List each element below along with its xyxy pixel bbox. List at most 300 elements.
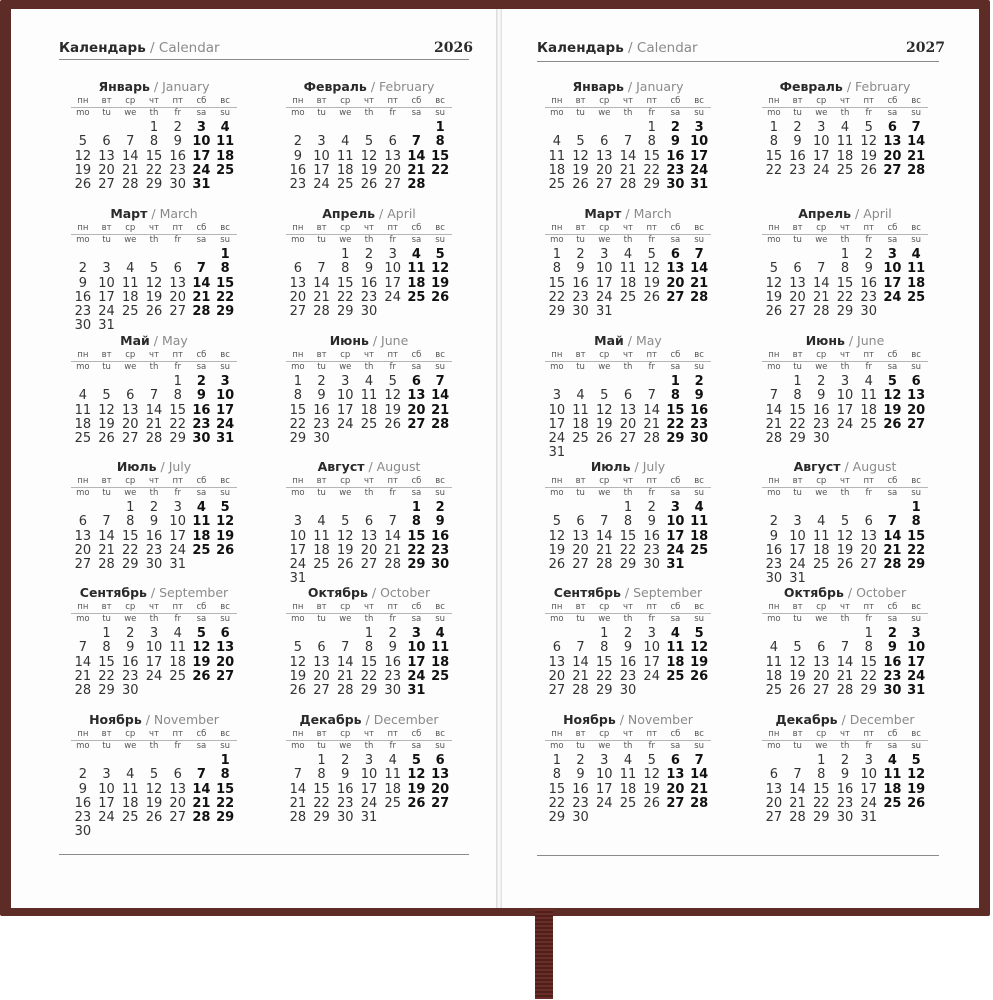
weekday-label: вт (792, 602, 803, 612)
day-cell: 15 (666, 402, 685, 418)
weekday-label: вт (101, 96, 112, 106)
day-cell: 3 (552, 388, 561, 404)
day-cell: 20 (313, 668, 330, 684)
day-cell: 26 (765, 304, 783, 320)
day-cell: 27 (169, 304, 186, 320)
day-cell: 2 (126, 626, 135, 641)
day-cell: 21 (407, 162, 426, 178)
weekday-label: th (840, 488, 850, 498)
day-cell: 24 (360, 795, 378, 811)
day-cell: 30 (572, 304, 589, 320)
day-cell: 7 (149, 388, 159, 404)
weekday-label: сб (196, 350, 207, 360)
day-cell: 1 (552, 247, 561, 262)
month-title: Январь / January (572, 79, 684, 94)
days-grid (286, 627, 452, 698)
day-cell: 31 (666, 557, 685, 573)
weekday-label: вт (575, 476, 586, 486)
day-cell: 2 (173, 120, 182, 135)
day-cell: 15 (619, 528, 637, 544)
day-cell: 29 (907, 557, 926, 573)
weekday-header-ru (286, 477, 452, 486)
empty-day-cell (71, 121, 95, 135)
day-cell: 22 (836, 289, 854, 305)
day-cell: 7 (126, 134, 135, 150)
weekday-label: пт (172, 476, 183, 486)
weekday-label: пн (77, 476, 89, 486)
day-cell: 28 (145, 431, 163, 447)
weekday-label: fr (865, 741, 872, 751)
day-cell: 29 (836, 304, 854, 320)
day-cell: 6 (173, 767, 182, 783)
day-cell: 1 (317, 753, 326, 768)
day-cell: 4 (196, 500, 206, 515)
weekday-label: fr (865, 488, 872, 498)
weekday-label: сб (670, 476, 681, 486)
day-cell: 10 (289, 528, 307, 544)
day-cell: 17 (145, 654, 163, 670)
weekday-label: mo (767, 488, 781, 498)
day-cell: 13 (596, 148, 613, 164)
day-cell: 20 (360, 542, 378, 558)
day-cell: 24 (860, 795, 877, 811)
day-cell: 24 (337, 416, 354, 432)
day-cell: 13 (289, 275, 307, 291)
weekday-label: ср (340, 223, 351, 233)
day-cell: 20 (883, 148, 902, 164)
day-cell: 15 (216, 275, 235, 291)
weekday-label: tu (793, 614, 802, 624)
empty-day-cell (286, 627, 310, 641)
weekday-label: we (815, 235, 828, 245)
day-cell: 2 (341, 753, 350, 768)
day-cell: 24 (313, 177, 330, 193)
day-cell: 18 (74, 416, 92, 432)
empty-day-cell (310, 121, 334, 135)
weekday-header-en (545, 489, 711, 498)
weekday-label: mo (767, 362, 781, 372)
day-cell: 15 (407, 528, 426, 544)
day-cell: 14 (813, 275, 830, 291)
day-cell: 8 (623, 514, 633, 530)
day-cell: 23 (765, 557, 783, 573)
weekday-label: su (220, 362, 231, 372)
day-cell: 13 (666, 767, 685, 783)
day-cell: 17 (666, 528, 685, 544)
weekday-label: вс (694, 602, 704, 612)
day-cell: 22 (596, 668, 613, 684)
day-cell: 27 (360, 557, 378, 573)
weekday-label: пт (646, 223, 657, 233)
day-cell: 11 (431, 640, 450, 656)
weekday-label: чт (149, 476, 159, 486)
weekday-label: fr (648, 488, 655, 498)
day-cell: 18 (836, 148, 854, 164)
month-may (545, 333, 711, 461)
weekday-label: tu (317, 235, 326, 245)
weekday-label: tu (317, 488, 326, 498)
weekday-label: su (694, 362, 705, 372)
weekday-label: вс (220, 602, 230, 612)
weekday-label: su (435, 488, 446, 498)
day-cell: 15 (145, 148, 163, 164)
weekday-label: пн (551, 602, 563, 612)
day-cell: 15 (360, 654, 378, 670)
weekday-header-ru (545, 351, 711, 360)
month-january (71, 79, 237, 192)
page-header-title: Календарь / Calendar (59, 40, 220, 56)
day-cell: 14 (122, 148, 139, 164)
month-title: Июль / July (116, 459, 192, 474)
weekday-label: fr (865, 614, 872, 624)
day-cell: 31 (169, 557, 186, 573)
day-cell: 8 (293, 388, 302, 404)
day-cell: 26 (643, 795, 660, 811)
day-cell: 13 (789, 275, 806, 291)
empty-day-cell (190, 248, 214, 262)
weekday-label: чт (623, 96, 633, 106)
weekday-label: th (149, 488, 159, 498)
weekday-label: пт (646, 96, 657, 106)
day-cell: 19 (192, 654, 211, 670)
day-cell: 30 (860, 304, 877, 320)
weekday-label: we (124, 108, 137, 118)
day-cell: 21 (192, 289, 211, 305)
month-november (545, 712, 711, 825)
empty-day-cell (71, 248, 95, 262)
weekday-label: вс (435, 223, 445, 233)
day-cell: 26 (907, 795, 926, 811)
weekday-header-ru (762, 351, 928, 360)
empty-day-cell (310, 248, 334, 262)
weekday-label: чт (840, 350, 850, 360)
day-cell: 4 (173, 626, 182, 641)
day-cell: 3 (149, 626, 159, 641)
day-cell: 30 (813, 431, 830, 447)
weekday-header-en (286, 363, 452, 372)
day-cell: 22 (169, 416, 186, 432)
weekday-label: th (840, 741, 850, 751)
day-cell: 19 (289, 668, 307, 684)
day-cell: 20 (74, 542, 92, 558)
days-grid (286, 248, 452, 319)
day-cell: 13 (765, 781, 783, 797)
weekday-label: we (339, 108, 352, 118)
day-cell: 6 (435, 753, 445, 768)
day-cell: 31 (289, 571, 307, 587)
weekday-label: ср (125, 96, 136, 106)
weekday-label: пт (387, 729, 398, 739)
weekday-label: пн (77, 602, 89, 612)
weekday-label: mo (550, 488, 564, 498)
header-rule (537, 61, 939, 62)
weekday-header-en (71, 363, 237, 372)
weekday-label: th (364, 362, 374, 372)
day-cell: 30 (836, 810, 854, 826)
weekday-label: сб (411, 96, 422, 106)
day-cell: 5 (552, 514, 561, 530)
weekday-label: вт (316, 96, 327, 106)
day-cell: 16 (431, 528, 450, 544)
day-cell: 23 (384, 668, 401, 684)
weekday-header-ru (762, 730, 928, 739)
day-cell: 12 (337, 528, 354, 544)
weekday-label: su (435, 235, 446, 245)
day-cell: 26 (596, 431, 613, 447)
day-cell: 9 (78, 275, 87, 291)
day-cell: 21 (907, 148, 926, 164)
day-cell: 24 (813, 162, 830, 178)
month-title: Май / May (120, 333, 188, 348)
day-cell: 5 (911, 753, 921, 768)
day-cell: 28 (572, 683, 589, 699)
weekday-label: tu (793, 108, 802, 118)
day-cell: 10 (883, 261, 902, 277)
day-cell: 27 (289, 304, 307, 320)
day-cell: 22 (216, 289, 235, 305)
day-cell: 5 (840, 514, 850, 530)
days-grid (762, 501, 928, 587)
day-cell: 17 (690, 148, 709, 164)
day-cell: 14 (98, 528, 115, 544)
weekday-label: th (623, 741, 633, 751)
day-cell: 27 (883, 162, 902, 178)
day-cell: 11 (74, 402, 92, 418)
day-cell: 13 (813, 654, 830, 670)
day-cell: 29 (289, 431, 307, 447)
weekday-label: ср (599, 350, 610, 360)
day-cell: 28 (789, 810, 806, 826)
day-cell: 12 (860, 134, 877, 150)
day-cell: 10 (690, 134, 709, 150)
day-cell: 26 (145, 304, 163, 320)
day-cell: 27 (98, 177, 115, 193)
day-cell: 1 (149, 120, 159, 135)
day-cell: 18 (360, 402, 378, 418)
day-cell: 28 (643, 431, 660, 447)
day-cell: 19 (860, 148, 877, 164)
empty-day-cell (118, 121, 142, 135)
day-cell: 9 (647, 514, 656, 530)
day-cell: 7 (293, 767, 302, 783)
day-cell: 12 (643, 767, 660, 783)
weekday-label: пт (863, 223, 874, 233)
day-cell: 22 (548, 289, 566, 305)
day-cell: 13 (122, 402, 139, 418)
weekday-label: пт (172, 96, 183, 106)
weekday-label: пн (551, 476, 563, 486)
weekday-label: вс (911, 729, 921, 739)
day-cell: 17 (360, 781, 378, 797)
day-cell: 6 (817, 640, 826, 656)
weekday-header-ru (762, 97, 928, 106)
empty-day-cell (333, 627, 357, 641)
empty-day-cell (762, 375, 786, 389)
empty-day-cell (142, 248, 166, 262)
weekday-label: вс (911, 96, 921, 106)
day-cell: 27 (548, 683, 566, 699)
weekday-label: ср (340, 96, 351, 106)
day-cell: 10 (169, 514, 186, 530)
weekday-label: th (840, 108, 850, 118)
day-cell: 22 (860, 668, 877, 684)
weekday-header-ru (71, 603, 237, 612)
weekday-label: we (815, 108, 828, 118)
day-cell: 27 (572, 557, 589, 573)
weekday-label: sa (411, 741, 422, 751)
day-cell: 29 (216, 304, 235, 320)
month-title: Ноябрь / November (89, 712, 219, 727)
weekday-label: mo (291, 488, 305, 498)
weekday-label: сб (887, 729, 898, 739)
day-cell: 28 (289, 810, 307, 826)
empty-day-cell (118, 375, 142, 389)
day-cell: 6 (220, 626, 230, 641)
day-cell: 11 (313, 528, 330, 544)
weekday-header-en (545, 742, 711, 751)
weekday-label: th (149, 235, 159, 245)
weekday-label: mo (550, 614, 564, 624)
day-cell: 30 (384, 683, 401, 699)
weekday-label: чт (149, 350, 159, 360)
day-cell: 6 (911, 374, 921, 389)
day-cell: 20 (666, 275, 685, 291)
day-cell: 21 (883, 542, 902, 558)
weekday-header-en (545, 363, 711, 372)
page-header-title: Календарь / Calendar (537, 40, 698, 56)
day-cell: 17 (883, 275, 902, 291)
weekday-label: su (694, 741, 705, 751)
weekday-label: we (815, 362, 828, 372)
weekday-label: tu (317, 362, 326, 372)
day-cell: 19 (572, 162, 589, 178)
day-cell: 23 (313, 416, 330, 432)
month-august (286, 459, 452, 587)
weekday-label: ср (599, 602, 610, 612)
day-cell: 10 (813, 134, 830, 150)
weekday-header-en (545, 236, 711, 245)
day-cell: 4 (840, 120, 850, 135)
day-cell: 3 (600, 753, 609, 768)
day-cell: 13 (860, 528, 877, 544)
day-cell: 25 (431, 668, 450, 684)
weekday-header-en (762, 615, 928, 624)
day-cell: 30 (313, 431, 330, 447)
month-title: Март / March (110, 206, 198, 221)
day-cell: 30 (74, 318, 92, 334)
weekday-header-ru (71, 224, 237, 233)
day-cell: 4 (552, 134, 561, 150)
month-april (286, 206, 452, 319)
day-cell: 21 (384, 542, 401, 558)
day-cell: 19 (907, 781, 926, 797)
day-cell: 8 (769, 134, 778, 150)
day-cell: 13 (384, 148, 401, 164)
days-grid (286, 501, 452, 587)
weekday-label: пт (863, 729, 874, 739)
day-cell: 12 (907, 767, 926, 783)
days-grid (71, 501, 237, 572)
day-cell: 4 (911, 247, 921, 262)
day-cell: 10 (789, 528, 806, 544)
day-cell: 6 (864, 514, 873, 530)
day-cell: 13 (74, 528, 92, 544)
day-cell: 11 (619, 261, 637, 277)
empty-day-cell (310, 627, 334, 641)
weekday-header-ru (286, 603, 452, 612)
month-title: Июль / July (590, 459, 666, 474)
day-cell: 20 (169, 795, 186, 811)
day-cell: 3 (196, 120, 206, 135)
day-cell: 2 (647, 500, 656, 515)
day-cell: 5 (647, 753, 656, 768)
day-cell: 24 (98, 810, 115, 826)
weekday-label: ср (599, 96, 610, 106)
day-cell: 8 (317, 767, 326, 783)
weekday-label: вс (694, 476, 704, 486)
day-cell: 7 (911, 120, 921, 135)
day-cell: 26 (836, 557, 854, 573)
day-cell: 26 (289, 683, 307, 699)
day-cell: 19 (145, 289, 163, 305)
day-cell: 8 (102, 640, 111, 656)
day-cell: 4 (670, 626, 680, 641)
day-cell: 14 (337, 654, 354, 670)
weekday-label: пн (292, 350, 304, 360)
day-cell: 29 (596, 683, 613, 699)
day-cell: 21 (765, 416, 783, 432)
weekday-label: пн (551, 350, 563, 360)
weekday-label: вс (435, 476, 445, 486)
weekday-label: пт (387, 350, 398, 360)
weekday-header-en (71, 236, 237, 245)
month-title: Октябрь / October (307, 585, 431, 600)
day-cell: 20 (98, 162, 115, 178)
weekday-label: th (623, 362, 633, 372)
day-cell: 3 (840, 374, 850, 389)
day-cell: 11 (813, 528, 830, 544)
day-cell: 10 (860, 767, 877, 783)
weekday-label: пн (768, 96, 780, 106)
weekday-label: fr (174, 108, 181, 118)
day-cell: 16 (643, 528, 660, 544)
weekday-label: пн (292, 602, 304, 612)
day-cell: 7 (576, 640, 585, 656)
day-cell: 9 (149, 514, 159, 530)
bookmark-ribbon[interactable] (535, 909, 553, 999)
weekday-header-ru (545, 603, 711, 612)
day-cell: 31 (407, 683, 426, 699)
day-cell: 11 (836, 134, 854, 150)
day-cell: 28 (337, 683, 354, 699)
day-cell: 20 (548, 668, 566, 684)
day-cell: 8 (435, 134, 445, 150)
weekday-label: tu (576, 235, 585, 245)
weekday-label: sa (196, 614, 207, 624)
day-cell: 24 (289, 557, 307, 573)
weekday-label: mo (291, 235, 305, 245)
day-cell: 5 (102, 388, 111, 404)
weekday-label: сб (196, 602, 207, 612)
empty-day-cell (71, 501, 95, 515)
day-cell: 29 (789, 431, 806, 447)
day-cell: 12 (572, 148, 589, 164)
weekday-header-en (286, 742, 452, 751)
day-cell: 1 (793, 374, 802, 389)
weekday-label: сб (887, 223, 898, 233)
day-cell: 6 (317, 640, 326, 656)
day-cell: 24 (666, 542, 685, 558)
